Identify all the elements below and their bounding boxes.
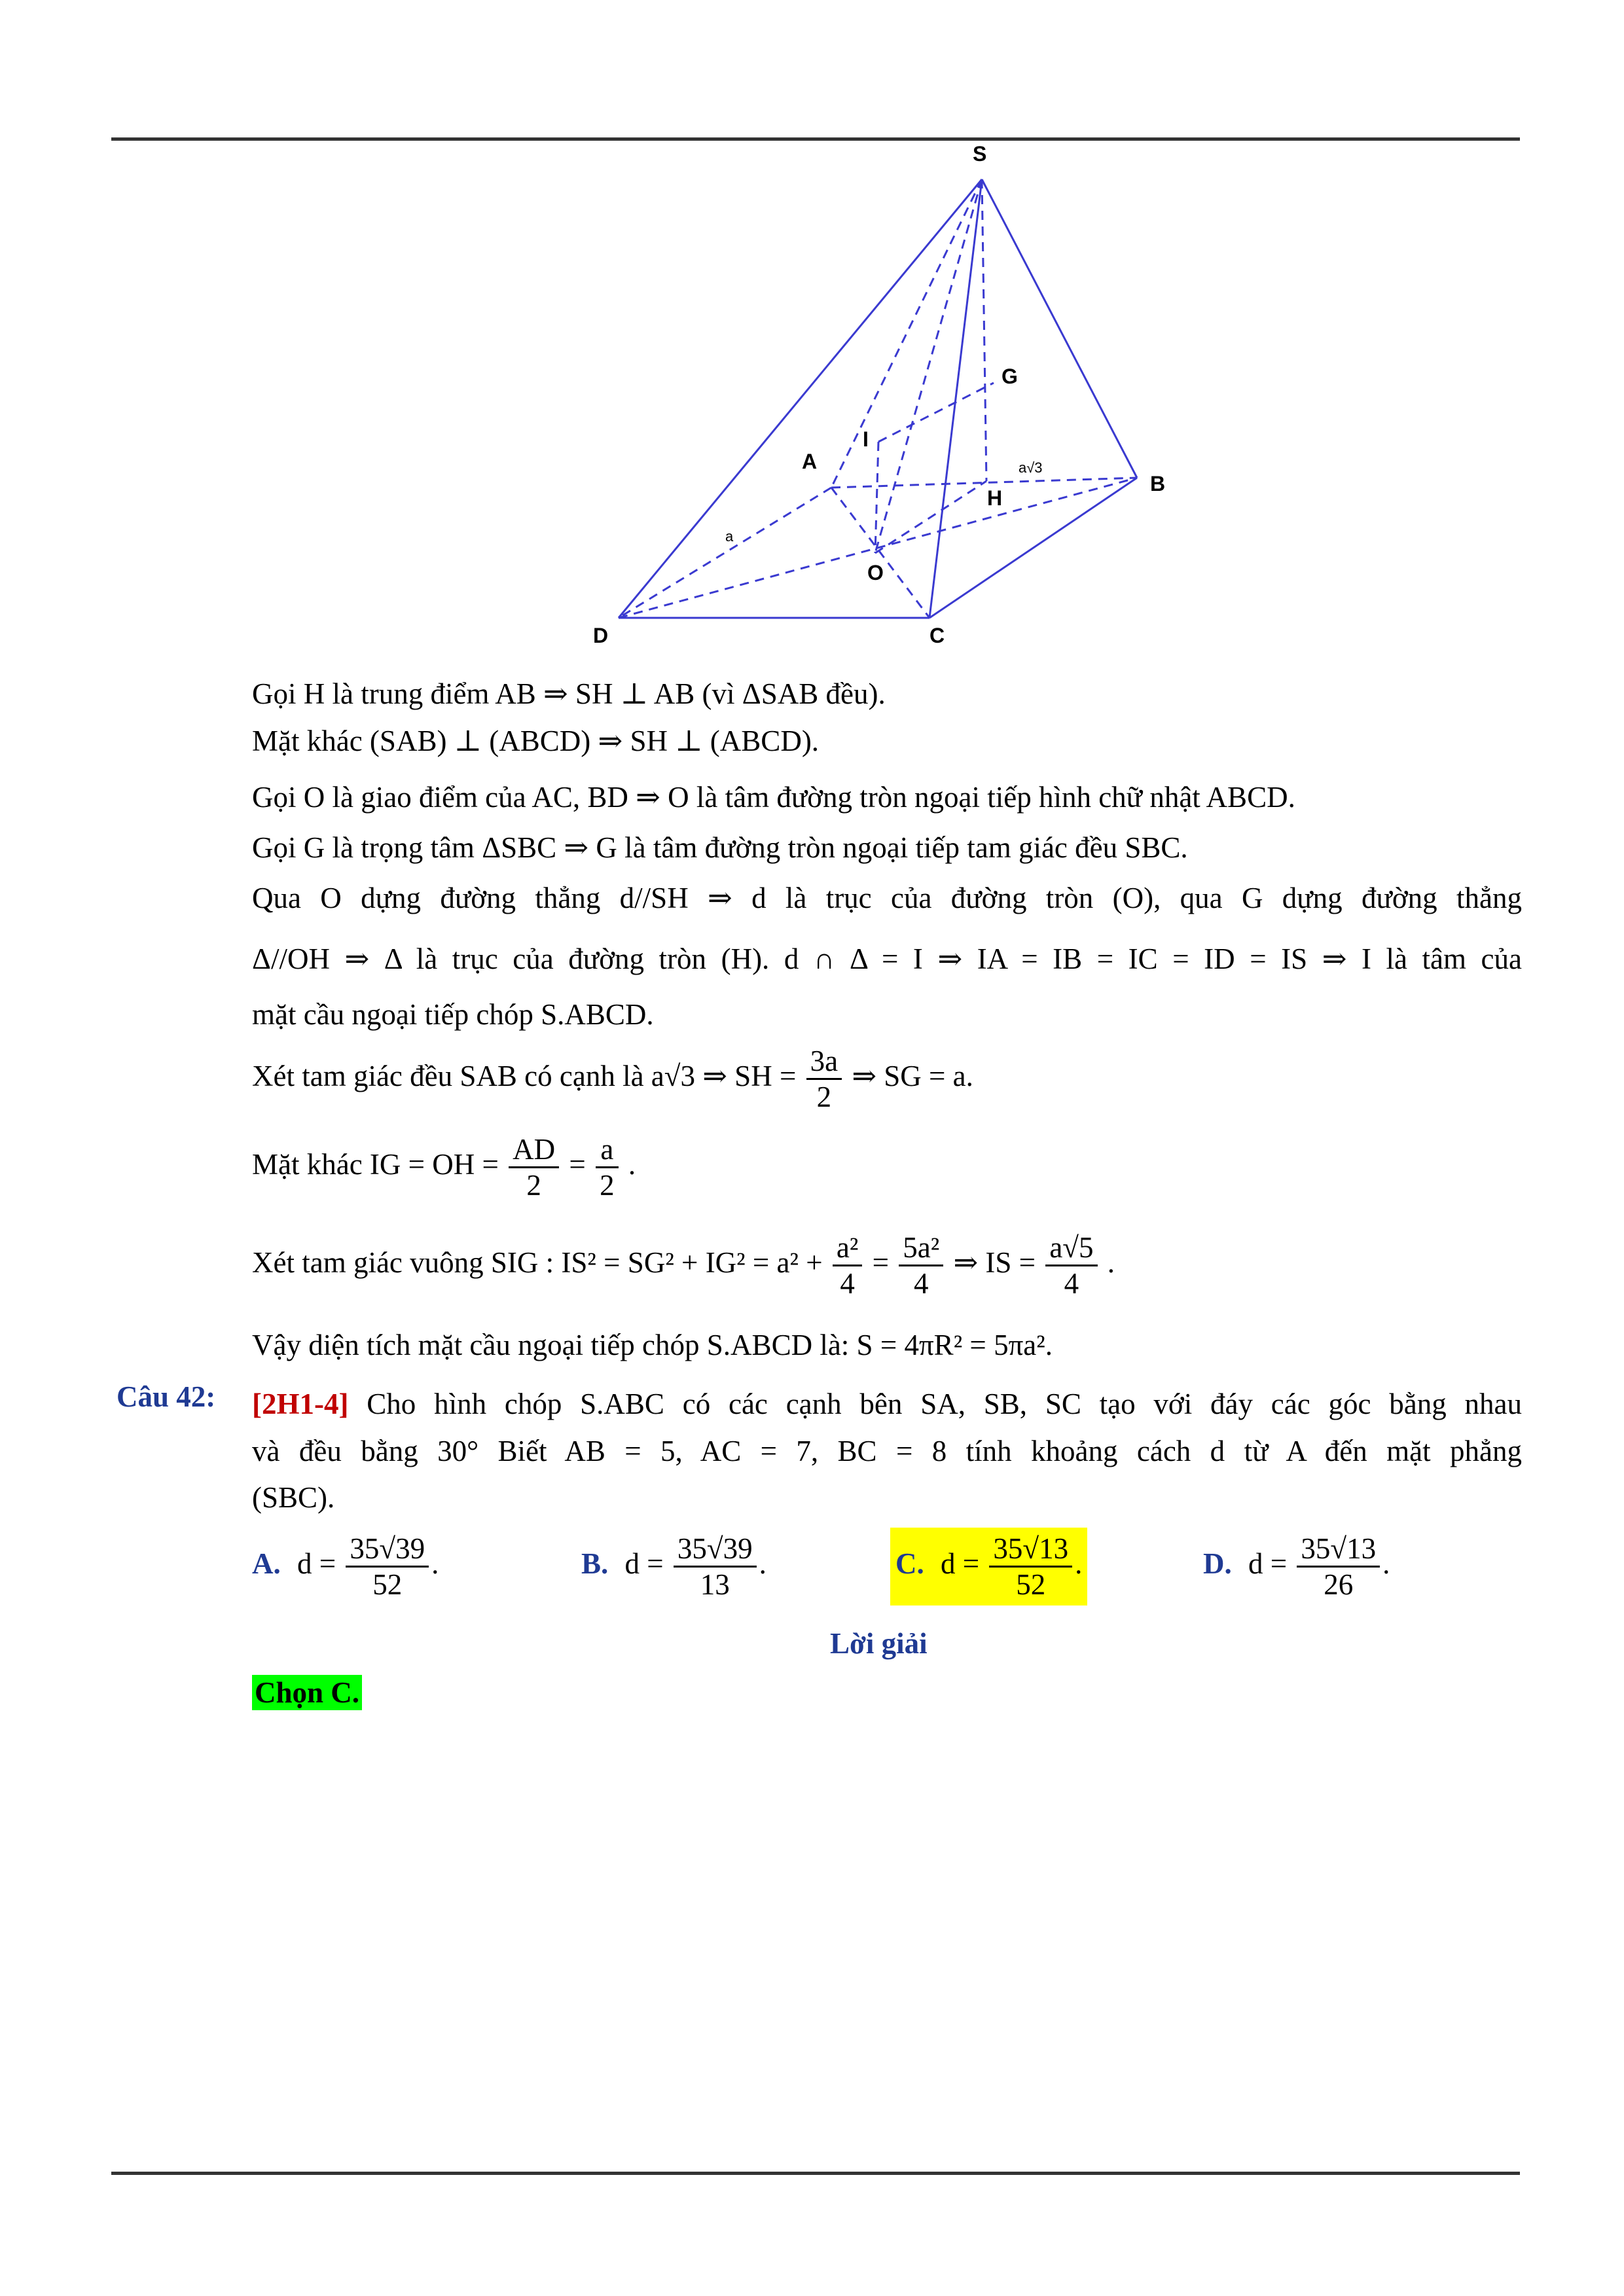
option-c-pre: d = [941, 1547, 980, 1580]
solution-line-2: Mặt khác (SAB) ⊥ (ABCD) ⇒ SH ⊥ (ABCD). [252, 725, 820, 757]
solution-line-1: Gọi H là trung điểm AB ⇒ SH ⊥ AB (vì ΔSAB đều). [252, 677, 886, 710]
option-c-label: C. [895, 1547, 924, 1580]
option-a-fraction: $\frac{35√39}{52}$ [346, 1532, 429, 1602]
solution-heading: Lời giải [830, 1627, 928, 1660]
option-c-fraction: $\frac{35√13}{52}$ [989, 1532, 1072, 1602]
question-text-1: Cho hình chóp S.ABC có các cạnh bên SA, SB, SC tạo với đáy các góc bằng nhau [367, 1388, 1522, 1420]
option-b-pre: d = [624, 1547, 664, 1580]
label-O: O [867, 561, 884, 584]
option-d-label: D. [1203, 1547, 1232, 1580]
equation-sh [252, 1044, 973, 1114]
eq2-equals: = [569, 1147, 586, 1181]
solution-line-7: mặt cầu ngoại tiếp chóp S.ABCD. [252, 998, 654, 1031]
question-label: Câu 42: [117, 1380, 216, 1413]
edge-SC [929, 179, 982, 618]
diag-DB [619, 478, 1137, 618]
option-d-post: . [1382, 1547, 1390, 1580]
option-b[interactable] [581, 1532, 767, 1602]
equation-area: Vậy diện tích mặt cầu ngoại tiếp chóp S.ABCD là: S = 4πR² = 5πa². [252, 1329, 1053, 1361]
label-a: a [725, 528, 734, 545]
eq2-pre: Mặt khác IG = OH = [252, 1147, 499, 1181]
edge-SD [619, 179, 982, 618]
label-H: H [987, 486, 1003, 510]
option-a-label: A. [252, 1547, 281, 1580]
label-A: A [802, 450, 818, 473]
edge-SB [982, 179, 1137, 478]
edge-AD [619, 488, 831, 618]
eq3-pre: Xét tam giác vuông SIG : IS² = SG² + IG² = a² + [252, 1246, 823, 1279]
fraction-a2-over-4: $\frac{\text{a²}}{4}$ [833, 1230, 862, 1300]
diag-AC [831, 488, 929, 618]
seg-IG [878, 383, 994, 442]
fraction-a-over-2: $\frac{a}{2}$ [596, 1132, 619, 1202]
fraction-a5-over-4: $\frac{a√5}{4}$ [1045, 1230, 1097, 1300]
solution-line-6: Δ//OH ⇒ Δ là trục của đường tròn (H). d ∩ Δ = I ⇒ IA = IB = IC = ID = IS ⇒ I là tâm của [252, 942, 1522, 975]
equation-ig [252, 1132, 636, 1202]
question-tag: [2H1-4] [252, 1388, 349, 1420]
option-c-post: . [1075, 1547, 1083, 1580]
seg-SH [982, 179, 986, 481]
seg-IO [875, 442, 878, 553]
label-C: C [929, 624, 945, 647]
option-a[interactable] [252, 1532, 439, 1602]
fraction-3a-over-2: $\frac{3a}{2}$ [806, 1044, 842, 1114]
eq2-post: . [628, 1147, 636, 1181]
eq1-pre: Xét tam giác đều SAB có cạnh là a√3 ⇒ SH = [252, 1059, 797, 1092]
label-G: G [1001, 365, 1018, 388]
option-b-label: B. [581, 1547, 609, 1580]
option-a-pre: d = [297, 1547, 336, 1580]
eq1-post: ⇒ SG = a. [852, 1059, 973, 1092]
eq3-implies: ⇒ IS = [953, 1246, 1036, 1279]
equation-is [252, 1230, 1115, 1300]
option-a-post: . [431, 1547, 439, 1580]
solution-line-3: Gọi O là giao điểm của AC, BD ⇒ O là tâm đường tròn ngoại tiếp hình chữ nhật ABCD. [252, 781, 1295, 814]
option-c[interactable] [890, 1528, 1087, 1605]
option-d-fraction: $\frac{35√13}{26}$ [1297, 1532, 1380, 1602]
fraction-ad-over-2: $\frac{AD}{2}$ [509, 1132, 559, 1202]
pyramid-figure [589, 131, 1191, 655]
option-b-post: . [759, 1547, 767, 1580]
eq3-post: . [1107, 1246, 1115, 1279]
option-d[interactable] [1203, 1532, 1390, 1602]
option-b-fraction: $\frac{35√39}{13}$ [674, 1532, 757, 1602]
question-line-1 [252, 1384, 1522, 1424]
question-line-3: (SBC). [252, 1481, 335, 1514]
fraction-5a2-over-4: $\frac{\text{5a²}}{4}$ [899, 1230, 943, 1300]
label-B: B [1150, 472, 1166, 495]
answer-choice [252, 1676, 362, 1710]
option-d-pre: d = [1248, 1547, 1288, 1580]
label-D: D [593, 624, 609, 647]
bottom-rule [111, 2172, 1520, 2175]
label-I: I [863, 427, 869, 451]
solution-line-5: Qua O dựng đường thẳng d//SH ⇒ d là trục của đường tròn (O), qua G dựng đường thẳng [252, 882, 1522, 914]
question-line-2: và đều bằng 30° Biết AB = 5, AC = 7, BC = 8 tính khoảng cách d từ A đến mặt phẳng [252, 1435, 1522, 1467]
solution-line-4: Gọi G là trọng tâm ΔSBC ⇒ G là tâm đường tròn ngoại tiếp tam giác đều SBC. [252, 831, 1188, 864]
eq3-equals: = [872, 1246, 889, 1279]
label-S: S [973, 142, 987, 166]
label-a3: a√3 [1019, 459, 1043, 476]
seg-OH [875, 481, 986, 553]
answer-text: Chọn C. [252, 1675, 362, 1710]
